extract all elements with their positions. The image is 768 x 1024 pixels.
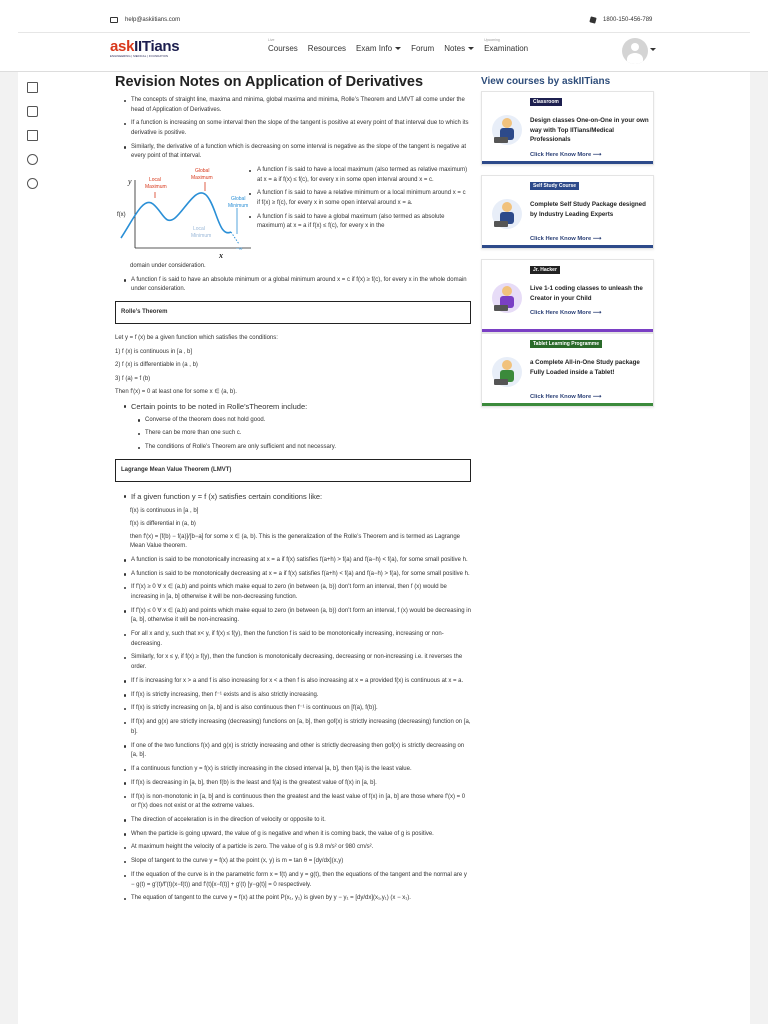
know-more-link[interactable]: Click Here Know More ⟶ (530, 394, 602, 400)
course-card-brand: Jr. Hacker (530, 266, 560, 274)
course-illustration-icon (488, 352, 526, 390)
rolle-line: 2) f (x) is differentiable in (a , b) (115, 362, 198, 369)
curve-tail (231, 232, 239, 244)
email-text: help@askiitians.com (125, 17, 181, 23)
course-illustration-icon (488, 278, 526, 316)
course-card-text: Design classes One-on-One in your own way with Top IITians/Medical Professionals (530, 117, 649, 144)
list-item: If a continuous function y = f(x) is strictly increasing in the closed interval [a, b], then f(a) is the least value. (115, 765, 471, 775)
rolle-subpoints (115, 416, 471, 453)
global-min-label: Global Minimum (228, 196, 249, 210)
fx-label: f(x) (117, 212, 126, 219)
list-item: If f′(x) ≤ 0 ∀ x ∈ (a,b) and points which make equal to zero (in between (a, b)) don’t form an interval, f (x) would be decreasing in [a, b], otherwise it will be non-increasing. (115, 607, 471, 626)
board-icon[interactable] (27, 106, 38, 117)
rolle-line: Let y = f (x) be a given function which satisfies the conditions: (115, 334, 278, 341)
nav-item-exam-info[interactable] (356, 44, 401, 53)
x-axis-label: x (219, 251, 223, 261)
abs-min-list (115, 276, 471, 295)
list-item: A function f is said to have a relative minimum or a local minimum around x = c if f(x) ≥ f(c), for every x in some open interval around x = a. (247, 189, 469, 208)
list-item: If a given function y = f (x) satisfies certain conditions like: (115, 492, 471, 502)
nav-label: Courses (268, 44, 298, 53)
avatar[interactable] (622, 38, 648, 64)
logo-tagline: ENGINEERING | MEDICAL | FOUNDATION (110, 54, 169, 58)
logo-ask: ask (110, 38, 135, 55)
curve (121, 193, 231, 238)
neg-infinity-label: −∞ (236, 246, 243, 253)
list-item: There can be more than one such c. (115, 429, 471, 439)
list-item: A function is said to be monotonically decreasing at x = a if f(x) satisfies f(a+h) < f(a) and f(a−h) > f(a), for some small positive h. (115, 570, 471, 580)
sidebar-title: View courses by askIITians (481, 76, 611, 87)
intro-list (115, 96, 471, 162)
lmvt-line: f(x) is differential in (a, b) (130, 521, 196, 527)
article-body (115, 96, 471, 908)
nav-superscript: Upcoming (484, 38, 500, 42)
figure-tail: domain under consideration. (130, 263, 206, 270)
list-item: If the equation of the curve is in the parametric form x = f(t) and y = g(t), then the equations of the tangent and the normal are y − g(t) = g′(t)/f′(t)(x−f(t)) and f′(t)[x−f(t)] + g′(t) [y−g(t)] = 0 respectively. (115, 871, 471, 890)
list-item: Converse of the theorem does not hold good. (115, 416, 471, 426)
list-item: Certain points to be noted in Rolle’sTheorem include: (115, 402, 471, 412)
list-item: The conditions of Rolle’s Theorem are only sufficient and not necessary. (115, 443, 471, 453)
nav-item-courses[interactable] (268, 38, 298, 53)
list-item: For all x and y, such that x< y, if f(x) ≤ f(y), then the function f is said to be monotonically increasing, increasing or non-decreasing. (115, 630, 471, 649)
divider (18, 32, 750, 33)
lmvt-heading: Lagrange Mean Value Theorem (LMVT) (115, 459, 471, 482)
rolle-heading: Rolle’s Theorem (115, 301, 471, 324)
contact-phone[interactable] (590, 17, 652, 23)
list-item: A function f is said to have a local maximum (also termed as relative maximum) at x = a if f(x) ≤ f(c), for every x in some open interval around x = c. (247, 166, 469, 185)
list-item: If f(x) and g(x) are strictly increasing (decreasing) functions on [a, b], then gof(x) is strictly increasing (decreasing) function on [a, b]. (115, 718, 471, 737)
list-item: Similarly, for x ≤ y, if f(x) ≥ f(y), then the function is monotonically decreasing, decreasing or non-increasing i.e. it reverses the order. (115, 653, 471, 672)
mail-icon (110, 17, 118, 23)
lmvt-line: f(x) is continuous in [a , b] (130, 508, 199, 515)
figure-bullets (247, 166, 469, 236)
list-item: If a function is increasing on some interval then the slope of the tangent is positive at every point of that interval due to which its derivative is positive. (115, 119, 471, 138)
course-illustration-icon (488, 110, 526, 148)
chevron-down-icon (468, 47, 474, 50)
list-item: A function f is said to have a global maximum (also termed as absolute maximum) at x = a if f(x) ≤ f(c), for every x in the (247, 213, 469, 232)
list-item: The equation of tangent to the curve y = f(x) at the point P(x₁, y₁) is given by y − y₁ = [dy/dx](x₁,y₁) (x − x₁). (115, 894, 471, 904)
rolle-line: 1) f (x) is continuous in [a , b] (115, 348, 193, 355)
list-item: When the particle is going upward, the value of g is negative and when it is coming back, the value of g is positive. (115, 830, 471, 840)
y-axis-label: y (128, 177, 132, 187)
course-card-brand: Classroom (530, 98, 562, 106)
list-item: A function f is said to have an absolute minimum or a global minimum around x = c if f(x) ≥ f(c), for every x in the whole domain under consideration. (115, 276, 471, 295)
course-card-accent (482, 403, 653, 406)
lmvt-line: then f′(x) = [f(b) − f(a)]/[b−a] for some x ∈ (a, b). This is the generalization of the Rolle’s Theorem and is termed as Lagrange Mean Value theorem. (130, 533, 461, 550)
page-title: Revision Notes on Application of Derivatives (115, 74, 424, 90)
phone-icon (589, 16, 596, 23)
course-illustration-icon (488, 194, 526, 232)
course-card[interactable] (481, 175, 654, 249)
contact-email[interactable] (110, 17, 180, 23)
maxima-minima-figure (115, 166, 255, 261)
course-card-text: Complete Self Study Package designed by Industry Leading Experts (530, 201, 646, 218)
course-card-brand: Tablet Learning Programme (530, 340, 602, 348)
list-item: If one of the two functions f(x) and g(x) is strictly increasing and other is strictly decreasing then gof(x) is strictly decreasing on [a, b]. (115, 742, 471, 761)
list-item: At maximum height the velocity of a particle is zero. The value of g is 9.8 m/s² or 980 cm/s². (115, 843, 471, 853)
know-more-link[interactable]: Click Here Know More ⟶ (530, 152, 602, 158)
home-icon[interactable] (27, 82, 38, 93)
course-card-brand: Self Study Course (530, 182, 579, 190)
nav-item-examination[interactable] (484, 38, 529, 53)
nav-label: Forum (411, 44, 435, 53)
logo-iitians: IITians (134, 38, 180, 55)
list-item: If f(x) is non-monotonic in [a, b] and is continuous then the greatest and the least value of f(x) in [a, b] are those where f′(x) = 0 or f′(x) does not exist or at the extreme values. (115, 793, 471, 812)
nav-item-resources[interactable] (308, 44, 346, 53)
left-rail (18, 72, 48, 1024)
main-nav (268, 38, 529, 53)
lmvt-points (115, 556, 471, 904)
document-icon[interactable] (27, 130, 38, 141)
global-max-label: Global Maximum (191, 168, 213, 182)
rolle-then: Then f′(x) = 0 at least one for some x ∈ (a, b). (115, 389, 237, 396)
top-bar (0, 0, 768, 72)
nav-label: Exam Info (356, 44, 393, 53)
chevron-down-icon[interactable] (650, 48, 656, 51)
nav-superscript: Live (268, 38, 275, 42)
list-item: If f(x) is strictly increasing on [a, b] and is also continuous then f⁻¹ is continuous on [f(a), f(b)]. (115, 704, 471, 714)
list-item: A function is said to be monotonically increasing at x = a if f(x) satisfies f(a+h) > f(a) and f(a−h) < f(a), for some small positive h. (115, 556, 471, 566)
list-item: Slope of tangent to the curve y = f(x) at the point (x, y) is m = tan θ = [dy/dx](x,y) (115, 857, 471, 867)
nav-item-notes[interactable] (444, 44, 474, 53)
course-card[interactable] (481, 259, 654, 333)
rolle-points (115, 402, 471, 412)
phone-text: 1800-150-456-789 (603, 17, 653, 23)
know-more-link[interactable]: Click Here Know More ⟶ (530, 236, 602, 242)
lmvt-head-list (115, 492, 471, 502)
course-card-accent (482, 329, 653, 332)
logo[interactable] (110, 38, 190, 60)
local-max-label: Local Maximum (145, 177, 167, 191)
user-icon[interactable] (27, 178, 38, 189)
know-more-link[interactable]: Click Here Know More ⟶ (530, 310, 602, 316)
nav-label: Notes (444, 44, 466, 53)
chevron-down-icon (395, 47, 401, 50)
course-card[interactable] (481, 333, 654, 407)
figure-row (115, 166, 471, 266)
course-card-text: Live 1-1 coding classes to unleash the Creator in your Child (530, 285, 643, 302)
course-card-accent (482, 245, 653, 248)
help-icon[interactable] (27, 154, 38, 165)
nav-label: Resources (307, 44, 347, 53)
nav-item-forum[interactable] (411, 44, 434, 53)
list-item: If f is increasing for x > a and f is also increasing for x < a then f is also increasing at x = a provided f(x) is continuous at x = a. (115, 677, 471, 687)
list-item: If f(x) is decreasing in [a, b], then f(b) is the least and f(a) is the greatest value of f(x) in [a, b]. (115, 779, 471, 789)
list-item: The concepts of straight line, maxima and minima, global maxima and minima, Rolle’s Theorem and LMVT all come under the head of Application of Derivatives. (115, 96, 471, 115)
list-item: If f(x) is strictly increasing, then f⁻¹ exists and is also strictly increasing. (115, 691, 471, 701)
list-item: Similarly, the derivative of a function which is decreasing on some interval is negative as the slope of the tangent is negative at every point of that interval. (115, 143, 471, 162)
rolle-line: 3) f (a) = f (b) (115, 375, 151, 382)
course-card[interactable] (481, 91, 654, 165)
list-item: If f′(x) ≥ 0 ∀ x ∈ (a,b) and points which make equal to zero (in between (a, b)) don’t form an interval, then f (x) would be increasing in [a, b] otherwise it will be non-decreasing function. (115, 583, 471, 602)
local-min-label: Local Minimum (191, 226, 212, 240)
course-card-accent (482, 161, 653, 164)
list-item: The direction of acceleration is in the direction of velocity or opposite to it. (115, 816, 471, 826)
course-card-text: a Complete All-in-One Study package Fully Loaded inside a Tablet! (530, 359, 640, 376)
nav-label: Examination (484, 44, 529, 53)
